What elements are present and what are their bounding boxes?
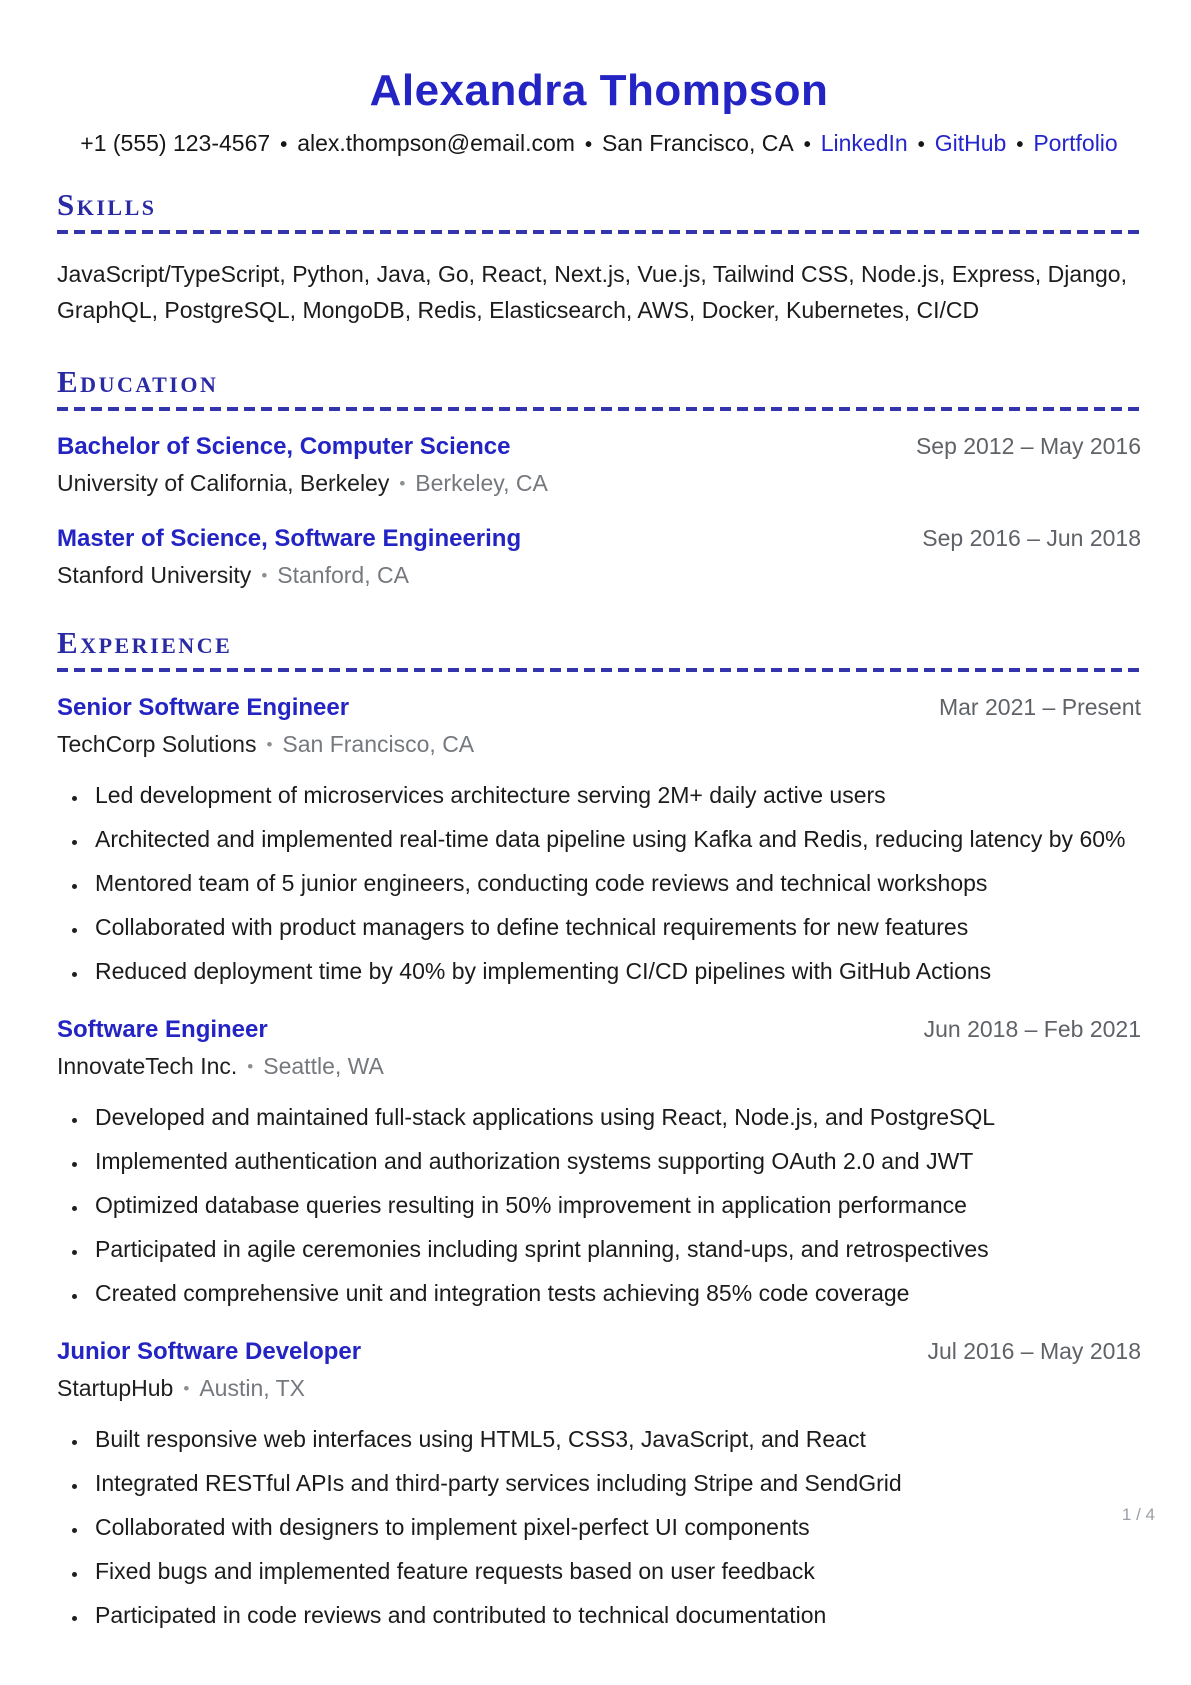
job-bullet-list: [57, 1422, 1141, 1632]
education-item-subline: [57, 562, 1141, 589]
phone-number: +1 (555) 123-4567: [80, 130, 271, 156]
education-item-header: [57, 525, 1141, 553]
education-item: [57, 433, 1141, 497]
bullet-item: • Developed and maintained full-stack applications using React, Node.js, and PostgreSQL: [89, 1100, 1141, 1134]
experience-item-subline: [57, 1053, 1141, 1080]
education-dates: Sep 2012 – May 2016: [915, 433, 1141, 459]
location-text: San Francisco, CA: [601, 130, 794, 156]
separator-dot: •: [803, 134, 811, 156]
candidate-name: Alexandra Thompson: [369, 66, 829, 115]
job-bullet-list: [57, 1100, 1141, 1310]
company-name: InnovateTech Inc.: [57, 1053, 238, 1079]
bullet-item: • Fixed bugs and implemented feature requests based on user feedback: [89, 1554, 1141, 1588]
bullet-item: • Built responsive web interfaces using HTML5, CSS3, JavaScript, and React: [89, 1422, 1141, 1456]
contact-line: [57, 130, 1141, 157]
bullet-item: • Participated in code reviews and contributed to technical documentation: [89, 1598, 1141, 1632]
experience-section-title: Experience: [57, 625, 233, 660]
job-location: San Francisco, CA: [282, 731, 475, 757]
portfolio-link[interactable]: Portfolio: [1033, 130, 1118, 156]
job-title: Junior Software Developer: [57, 1338, 362, 1365]
experience-item-subline: [57, 1375, 1141, 1402]
separator-dot: •: [266, 735, 273, 754]
job-dates: Jun 2018 – Feb 2021: [923, 1016, 1141, 1042]
separator-dot: •: [261, 566, 268, 585]
experience-item-header: [57, 1016, 1141, 1044]
school-name: Stanford University: [57, 562, 252, 588]
education-section-title: Education: [57, 364, 219, 399]
education-location: Stanford, CA: [277, 562, 409, 588]
job-location: Austin, TX: [199, 1375, 305, 1401]
experience-section: [57, 625, 1141, 1632]
separator-dot: •: [1016, 134, 1024, 156]
company-name: StartupHub: [57, 1375, 174, 1401]
education-section: [57, 364, 1141, 589]
section-divider: [57, 668, 1141, 672]
bullet-item: • Integrated RESTful APIs and third-party services including Stripe and SendGrid: [89, 1466, 1141, 1500]
github-link[interactable]: GitHub: [934, 130, 1007, 156]
job-location: Seattle, WA: [263, 1053, 384, 1079]
experience-item: [57, 1016, 1141, 1310]
job-title: Software Engineer: [57, 1016, 268, 1043]
experience-item: [57, 694, 1141, 988]
bullet-item: • Architected and implemented real-time data pipeline using Kafka and Redis, reducing latency by 60%: [89, 822, 1141, 856]
job-dates: Mar 2021 – Present: [938, 694, 1141, 720]
separator-dot: •: [917, 134, 925, 156]
bullet-item: • Optimized database queries resulting in 50% improvement in application performance: [89, 1188, 1141, 1222]
experience-item-header: [57, 694, 1141, 722]
school-name: University of California, Berkeley: [57, 470, 390, 496]
section-divider: [57, 230, 1141, 234]
bullet-item: • Implemented authentication and authorization systems supporting OAuth 2.0 and JWT: [89, 1144, 1141, 1178]
education-location: Berkeley, CA: [415, 470, 548, 496]
skills-section: [57, 187, 1141, 328]
company-name: TechCorp Solutions: [57, 731, 257, 757]
degree-title: Bachelor of Science, Computer Science: [57, 433, 511, 460]
separator-dot: •: [399, 474, 406, 493]
separator-dot: •: [584, 134, 592, 156]
separator-dot: •: [280, 134, 288, 156]
skills-list: JavaScript/TypeScript, Python, Java, Go, React, Next.js, Vue.js, Tailwind CSS, Node.js, Express, Django, GraphQL, PostgreSQL, MongoDB, Redis, Elasticsearch, AWS, Docker, Kubernetes, CI/CD: [57, 261, 1127, 323]
education-item-header: [57, 433, 1141, 461]
section-divider: [57, 407, 1141, 411]
separator-dot: •: [183, 1379, 190, 1398]
linkedin-link[interactable]: LinkedIn: [820, 130, 908, 156]
job-dates: Jul 2016 – May 2018: [927, 1338, 1141, 1364]
experience-item-subline: [57, 731, 1141, 758]
resume-header: [57, 66, 1141, 157]
bullet-item: • Participated in agile ceremonies including sprint planning, stand-ups, and retrospectives: [89, 1232, 1141, 1266]
education-item-subline: [57, 470, 1141, 497]
experience-item-header: [57, 1338, 1141, 1366]
bullet-item: • Collaborated with product managers to define technical requirements for new features: [89, 910, 1141, 944]
bullet-item: • Mentored team of 5 junior engineers, conducting code reviews and technical workshops: [89, 866, 1141, 900]
job-title: Senior Software Engineer: [57, 694, 350, 721]
skills-section-title: Skills: [57, 187, 157, 222]
page-number: 1 / 4: [1121, 1505, 1155, 1524]
degree-title: Master of Science, Software Engineering: [57, 525, 522, 552]
experience-item: [57, 1338, 1141, 1632]
bullet-item: • Created comprehensive unit and integration tests achieving 85% code coverage: [89, 1276, 1141, 1310]
bullet-item: • Reduced deployment time by 40% by implementing CI/CD pipelines with GitHub Actions: [89, 954, 1141, 988]
bullet-item: • Led development of microservices architecture serving 2M+ daily active users: [89, 778, 1141, 812]
education-item: [57, 525, 1141, 589]
bullet-item: • Collaborated with designers to implement pixel-perfect UI components: [89, 1510, 1141, 1544]
email-address: alex.thompson@email.com: [297, 130, 575, 156]
education-dates: Sep 2016 – Jun 2018: [922, 525, 1141, 551]
job-bullet-list: [57, 778, 1141, 988]
separator-dot: •: [247, 1057, 254, 1076]
